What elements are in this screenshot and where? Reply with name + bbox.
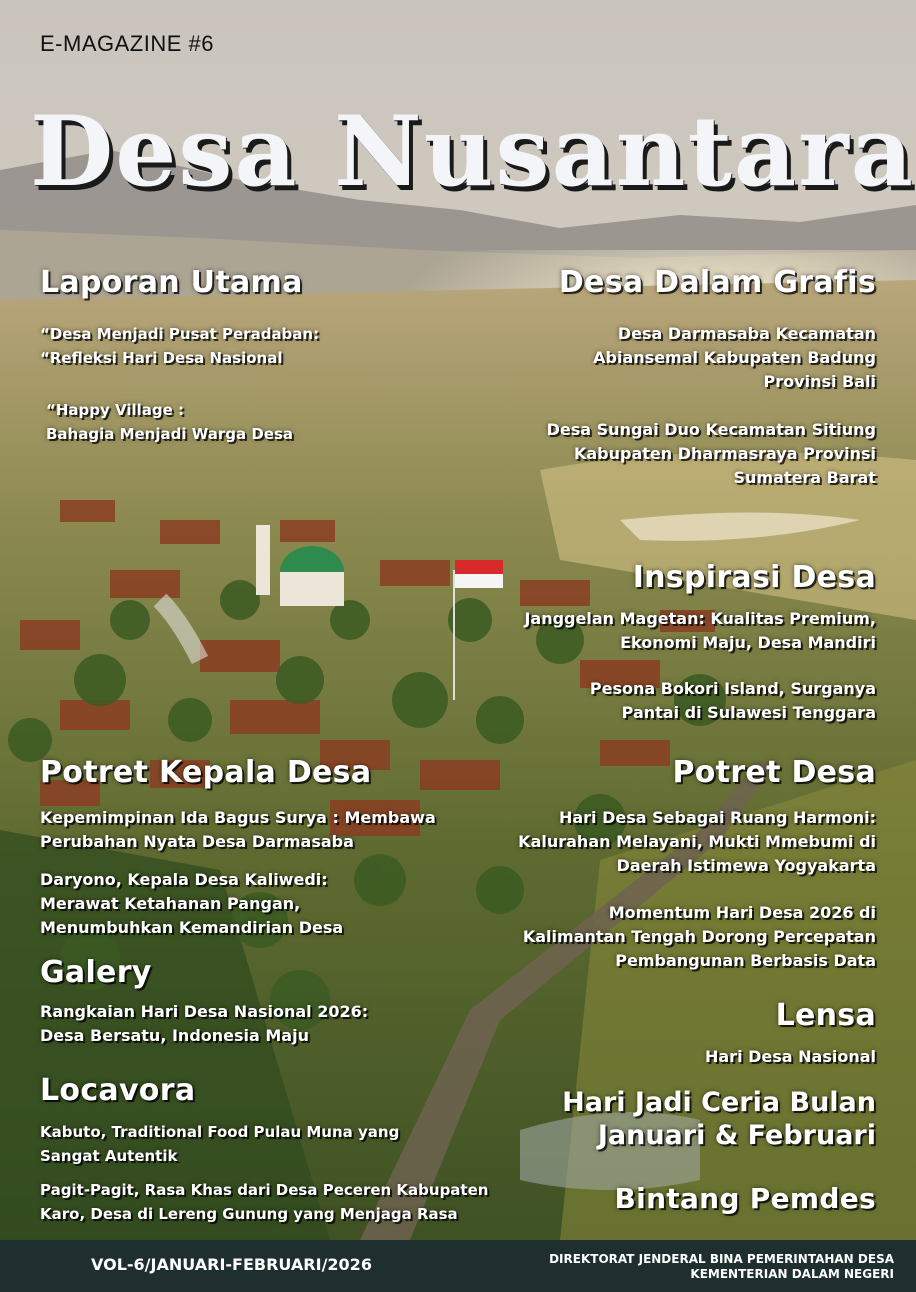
publisher-line-1: DIREKTORAT JENDERAL BINA PEMERINTAHAN DESA [549,1252,894,1266]
article-locavora-2: Pagit-Pagit, Rasa Khas dari Desa Peceren Kabupaten Karo, Desa di Lereng Gunung yang Menjaga Rasa [40,1181,489,1223]
section-desa-dalam-grafis-heading: Desa Dalam Grafis [558,265,876,300]
article-inspirasi-desa-2: Pesona Bokori Island, Surganya Pantai di Sulawesi Tenggara [589,679,876,722]
publisher-line-2: KEMENTERIAN DALAM NEGERI [690,1267,894,1281]
section-bintang-pemdes-heading: Bintang Pemdes [614,1182,876,1215]
issue-label: E-MAGAZINE #6 [40,31,214,56]
article-laporan-utama-2: “Happy Village : Bahagia Menjadi Warga Desa [46,401,294,443]
section-potret-desa-heading: Potret Desa [672,755,876,790]
section-locavora-heading: Locavora [40,1073,196,1108]
section-galery-heading: Galery [40,955,152,990]
article-desa-dalam-grafis-1: Desa Darmasaba Kecamatan Abiansemal Kabupaten Badung Provinsi Bali [593,324,876,391]
article-inspirasi-desa-1: Janggelan Magetan: Kualitas Premium, Ekonomi Maju, Desa Mandiri [524,609,876,652]
section-laporan-utama-heading: Laporan Utama [40,265,303,300]
article-desa-dalam-grafis-2: Desa Sungai Duo Kecamatan Sitiung Kabupaten Dharmasraya Provinsi Sumatera Barat [546,420,876,487]
footer-bar [0,1240,916,1292]
article-potret-desa-1: Hari Desa Sebagai Ruang Harmoni: Kalurahan Melayani, Mukti Mmebumi di Daerah Istimewa Yogyakarta [518,808,876,875]
section-inspirasi-desa-heading: Inspirasi Desa [632,560,876,595]
magazine-title: Desa Nusantara [30,95,915,208]
volume-label: VOL-6/JANUARI-FEBRUARI/2026 [91,1255,372,1274]
article-potret-kepala-desa-1: Kepemimpinan Ida Bagus Surya : Membawa Perubahan Nyata Desa Darmasaba [40,808,436,851]
article-potret-kepala-desa-2: Daryono, Kepala Desa Kaliwedi: Merawat Ketahanan Pangan, Menumbuhkan Kemandirian Desa [40,870,344,937]
article-galery-1: Rangkaian Hari Desa Nasional 2026: Desa Bersatu, Indonesia Maju [40,1002,369,1045]
article-lensa-1: Hari Desa Nasional [704,1047,876,1066]
hari-jadi-line-1: Hari Jadi Ceria Bulan [562,1087,876,1118]
section-lensa-heading: Lensa [775,998,876,1033]
article-laporan-utama-1: “Desa Menjadi Pusat Peradaban: “Refleksi Hari Desa Nasional [40,325,320,367]
hari-jadi-line-2: Januari & Februari [597,1120,876,1151]
article-potret-desa-2: Momentum Hari Desa 2026 di Kalimantan Tengah Dorong Percepatan Pembangunan Berbasis Data [522,903,876,970]
article-locavora-1: Kabuto, Traditional Food Pulau Muna yang Sangat Autentik [40,1123,400,1165]
section-potret-kepala-desa-heading: Potret Kepala Desa [40,755,372,790]
